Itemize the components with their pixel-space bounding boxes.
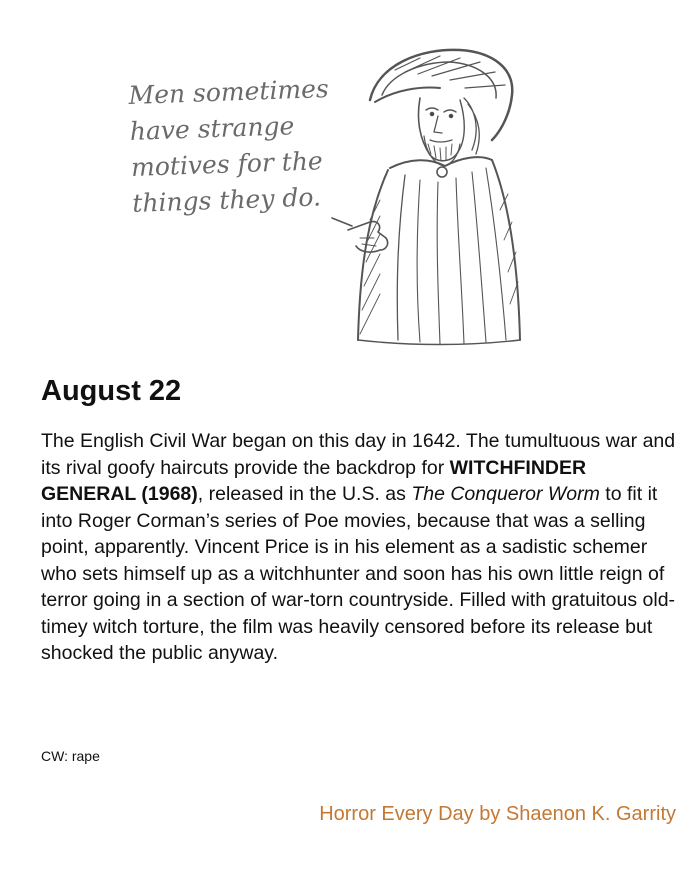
content-warning: CW: rape (41, 748, 100, 764)
alternate-title: The Conqueror Worm (411, 483, 600, 505)
series-credit: Horror Every Day by Shaenon K. Garrity (319, 803, 676, 825)
caption-line: motives for the (130, 146, 324, 182)
caption-line: things they do. (131, 182, 322, 218)
entry-date: August 22 (41, 375, 182, 407)
handwritten-caption (128, 71, 343, 222)
caption-line: Men sometimes (128, 74, 330, 110)
film-title: WITCHFINDER GENERAL (1968) (41, 456, 587, 505)
body-text-3: to fit it into Roger Corman’s series of Poe movies, because that was a selling point, apparently. Vincent Price is in his element as a sadistic schemer who sets himself up as a witchhunter and soon has his own little reign of terror going in a section of war-torn countryside. Filled with gratuitous old-timey witch torture, the film was heavily censored before its release but shocked the public anyway. (41, 483, 676, 664)
entry-body (41, 428, 681, 667)
caption-line: have strange (129, 111, 295, 146)
body-text-1: The English Civil War began on this day in 1642. The tumultuous war and its rival goofy haircuts provide the backdrop for (41, 430, 676, 479)
body-text-2: , released in the U.S. as (197, 483, 412, 505)
